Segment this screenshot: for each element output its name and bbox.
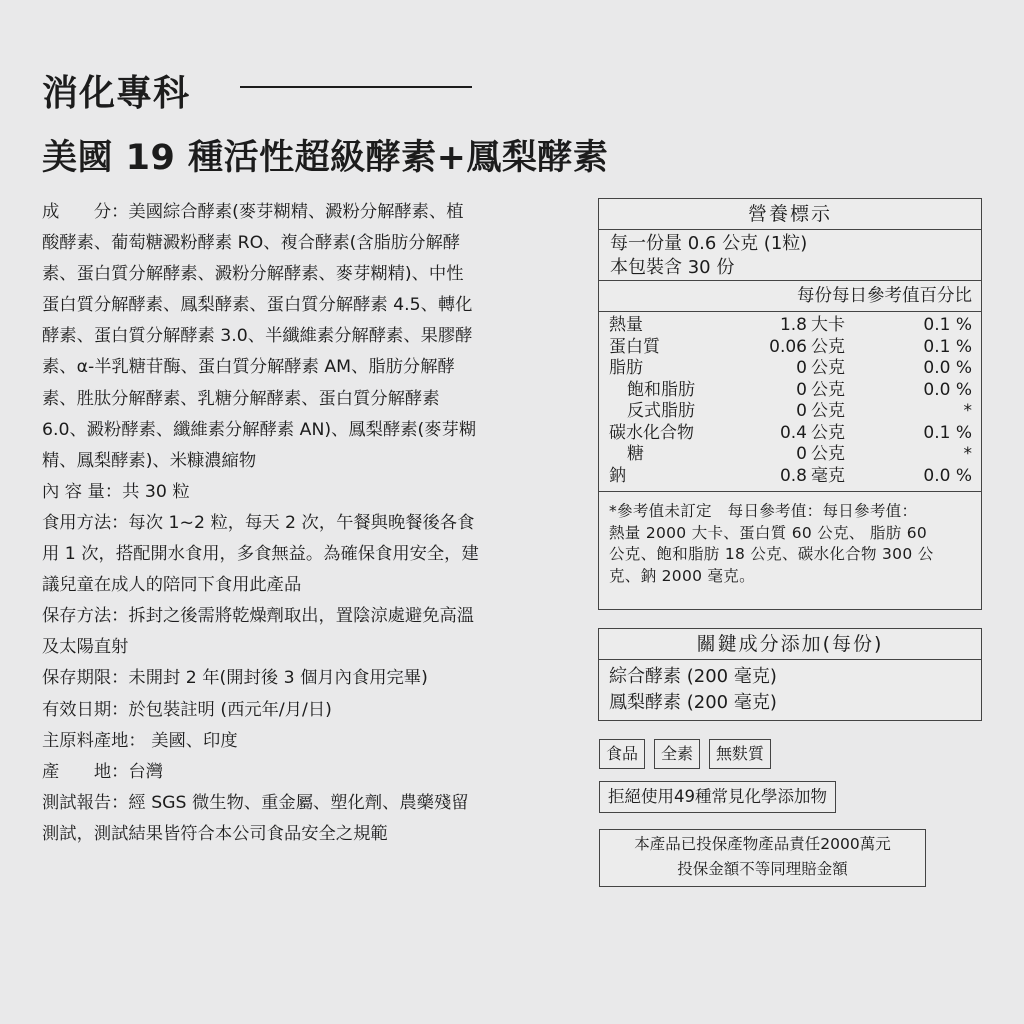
nutrition-row xyxy=(609,444,972,466)
info-label: 測試報告： xyxy=(42,792,129,813)
info-label: 有效日期： xyxy=(42,699,129,720)
nutrition-row xyxy=(609,315,972,337)
info-text: 美國、印度 xyxy=(145,730,238,751)
nutrient-percent: 0.0 % xyxy=(923,465,972,486)
nutrient-name: 碳水化合物 xyxy=(609,422,694,443)
category-rule xyxy=(240,86,472,88)
info-shelf-life xyxy=(42,663,582,694)
nutrient-unit: 公克 xyxy=(811,358,845,378)
info-text: 每次 1~2 粒，每天 2 次，午餐與晚餐後各食 用 1 次，搭配開水食用，多食無益。為確保食用安全，建 議兒童在成人的陪同下食用此產品 xyxy=(42,512,479,596)
nutrient-percent: 0.0 % xyxy=(923,379,972,400)
nutrient-name: 蛋白質 xyxy=(609,336,660,357)
nutrient-amount: 0.8 xyxy=(779,465,807,486)
tag-badge: 食品 xyxy=(599,739,645,769)
nutrient-percent: 0.1 % xyxy=(923,422,972,443)
info-content xyxy=(42,477,582,508)
nutrient-percent: 0.0 % xyxy=(923,358,972,378)
info-test-report xyxy=(42,788,582,850)
nutrition-row xyxy=(609,401,972,423)
nutrient-amount: 0.06 xyxy=(769,336,807,357)
info-storage xyxy=(42,601,582,663)
nutrient-amount: 0.4 xyxy=(779,422,807,443)
nutrition-row xyxy=(609,337,972,359)
info-origin xyxy=(42,757,582,788)
nutrition-row xyxy=(609,466,972,488)
nutrient-unit: 大卡 xyxy=(811,315,845,335)
info-label: 內 容 量： xyxy=(42,481,123,502)
nutrient-amount: 0 xyxy=(796,401,807,421)
nutrition-note: *參考值未訂定 每日參考值：每日參考值： 熱量 2000 大卡、蛋白質 60 公克、 脂肪 60 公克、飽和脂肪 18 公克、碳水化合物 300 公 克、鈉 2000 毫克。 xyxy=(599,491,981,587)
nutrient-unit: 公克 xyxy=(811,444,845,464)
nutrient-unit: 公克 xyxy=(811,336,845,357)
nutrient-name: 反式脂肪 xyxy=(627,401,695,421)
info-text: 經 SGS 微生物、重金屬、塑化劑、農藥殘留 測試，測試結果皆符合本公司食品安全之規範 xyxy=(42,792,469,844)
nutrient-name: 糖 xyxy=(627,444,644,464)
info-label: 保存方法： xyxy=(42,606,129,627)
nutrient-name: 飽和脂肪 xyxy=(627,379,695,400)
category-title: 消化專科 xyxy=(42,73,191,114)
serving-size: 每一份量 0.6 公克 (1粒) xyxy=(610,233,808,254)
nutrient-name: 熱量 xyxy=(609,315,643,335)
insurance-line: 本產品已投保產物產品責任2000萬元 xyxy=(634,835,891,853)
info-text: 共 30 粒 xyxy=(122,481,190,502)
no-chemicals-badge: 拒絕使用49種常見化學添加物 xyxy=(599,781,836,813)
info-text: 美國綜合酵素(麥芽糊精、澱粉分解酵素、植 酸酵素、葡萄糖澱粉酵素 RO、複合酵素(含脂肪分解酵 素、蛋白質分解酵素、澱粉分解酵素、麥芽糊精)、中性 蛋白質分解酵素、鳳梨酵素、蛋白質分解酵素 4.5、轉化 酵素、蛋白質分解酵素 3.0、半纖維素分解酵素、果膠酵 素、α-半乳糖苷酶、蛋白質分解酵素 AM、脂肪分解酵 素、胜肽分解酵素、乳糖分解酵素、蛋白質分解酵素 6.0、澱粉酵素、纖維素分解酵素 AN)、鳳梨酵素(麥芽糊 精、鳳梨酵素)、米糠濃縮物 xyxy=(42,202,477,471)
nutrient-percent: 0.1 % xyxy=(923,315,972,335)
insurance-line: 投保金額不等同理賠金額 xyxy=(677,860,848,878)
nutrition-row xyxy=(609,380,972,402)
info-usage xyxy=(42,508,582,601)
info-label: 主原料產地： xyxy=(42,730,146,751)
nutrient-amount: 1.8 xyxy=(779,315,807,335)
insurance-notice xyxy=(599,829,926,887)
nutrition-subheader: 每份每日參考值百分比 xyxy=(599,280,981,311)
nutrient-percent: * xyxy=(963,444,972,464)
nutrient-percent: 0.1 % xyxy=(923,336,972,357)
nutrition-basic xyxy=(599,230,981,280)
info-text: 拆封之後需將乾燥劑取出，置陰涼處避免高溫 及太陽直射 xyxy=(42,606,475,658)
nutrient-name: 鈉 xyxy=(609,465,626,486)
nutrition-row xyxy=(609,358,972,380)
info-label: 食用方法： xyxy=(42,512,129,533)
info-label: 成 分： xyxy=(42,202,129,222)
servings-per-pack: 本包裝含 30 份 xyxy=(610,257,735,278)
nutrition-panel xyxy=(598,198,982,610)
info-expiry xyxy=(42,695,582,726)
key-ingredient-item: 綜合酵素 (200 毫克) xyxy=(609,666,777,687)
product-title: 美國 19 種活性超級酵素+鳳梨酵素 xyxy=(42,138,609,178)
tag-list xyxy=(599,739,771,769)
nutrient-percent: * xyxy=(963,401,972,421)
nutrient-unit: 公克 xyxy=(811,379,845,400)
nutrient-amount: 0 xyxy=(796,358,807,378)
nutrient-unit: 毫克 xyxy=(811,465,845,486)
nutrition-rows xyxy=(599,311,981,491)
key-ingredients-header: 關鍵成分添加(每份) xyxy=(599,629,981,660)
nutrient-name: 脂肪 xyxy=(609,358,643,378)
info-label: 保存期限： xyxy=(42,668,129,689)
product-info xyxy=(42,197,582,850)
nutrition-header: 營養標示 xyxy=(599,199,981,230)
info-text: 於包裝註明 (西元年/月/日) xyxy=(128,699,332,720)
nutrient-unit: 公克 xyxy=(811,401,845,421)
tag-badge: 無麩質 xyxy=(709,739,771,769)
key-ingredients-list xyxy=(599,660,981,720)
info-text: 台灣 xyxy=(128,761,163,782)
info-label: 產 地： xyxy=(42,761,129,782)
info-ingredients xyxy=(42,197,582,477)
nutrition-row xyxy=(609,423,972,445)
key-ingredients-panel xyxy=(598,628,982,721)
info-material-origin xyxy=(42,726,582,757)
nutrient-unit: 公克 xyxy=(811,422,845,443)
info-text: 未開封 2 年(開封後 3 個月內食用完畢) xyxy=(128,668,428,689)
key-ingredient-item: 鳳梨酵素 (200 毫克) xyxy=(609,692,777,713)
tag-badge: 全素 xyxy=(654,739,700,769)
nutrient-amount: 0 xyxy=(796,379,807,400)
nutrient-amount: 0 xyxy=(796,444,807,464)
